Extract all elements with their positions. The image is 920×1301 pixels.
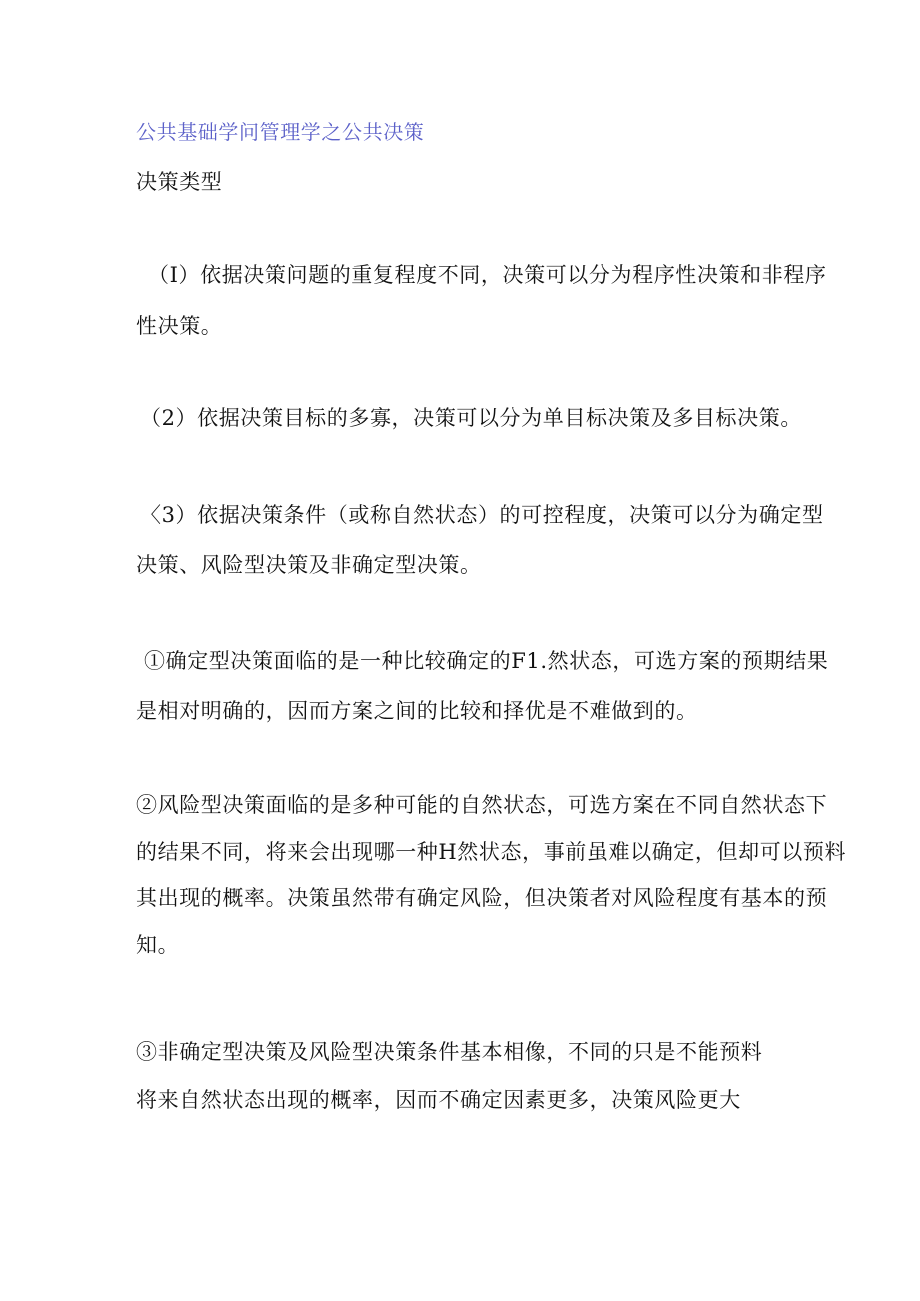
paragraph-4-line-2: 是相对明确的，因而方案之间的比较和择优是不难做到的。: [136, 699, 698, 723]
paragraph-5-line-1: ②风险型决策面临的是多种可能的自然状态，可选方案在不同自然状态下: [136, 793, 828, 817]
section-heading: 决策类型: [136, 170, 223, 194]
paragraph-5-line-4: 知。: [136, 933, 180, 957]
paragraph-1-line-1: （I）依据决策问题的重复程度不同，决策可以分为程序性决策和非程序: [148, 263, 827, 287]
paragraph-6-line-2: 将来自然状态出现的概率，因而不确定因素更多，决策风险更大: [136, 1088, 741, 1112]
paragraph-5-line-2: 的结果不同，将来会出现哪一种H然状态，事前虽难以确定，但却可以预料: [136, 840, 847, 864]
paragraph-6-line-1: ③非确定型决策及风险型决策条件基本相像，不同的只是不能预料: [136, 1040, 763, 1064]
paragraph-2-line-1: （2）依据决策目标的多寡，决策可以分为单目标决策及多目标决策。: [140, 406, 802, 430]
paragraph-5-line-3: 其出现的概率。决策虽然带有确定风险，但决策者对风险程度有基本的预: [136, 886, 828, 910]
paragraph-3-line-2: 决策、风险型决策及非确定型决策。: [136, 553, 482, 577]
paragraph-4-line-1: ①确定型决策面临的是一种比较确定的F1.然状态，可选方案的预期结果: [144, 649, 829, 673]
document-title: 公共基础学问管理学之公共决策: [136, 120, 425, 144]
paragraph-3-line-1: 〈3）依据决策条件（或称自然状态）的可控程度，决策可以分为确定型: [140, 503, 824, 527]
paragraph-1-line-2: 性决策。: [136, 314, 223, 338]
